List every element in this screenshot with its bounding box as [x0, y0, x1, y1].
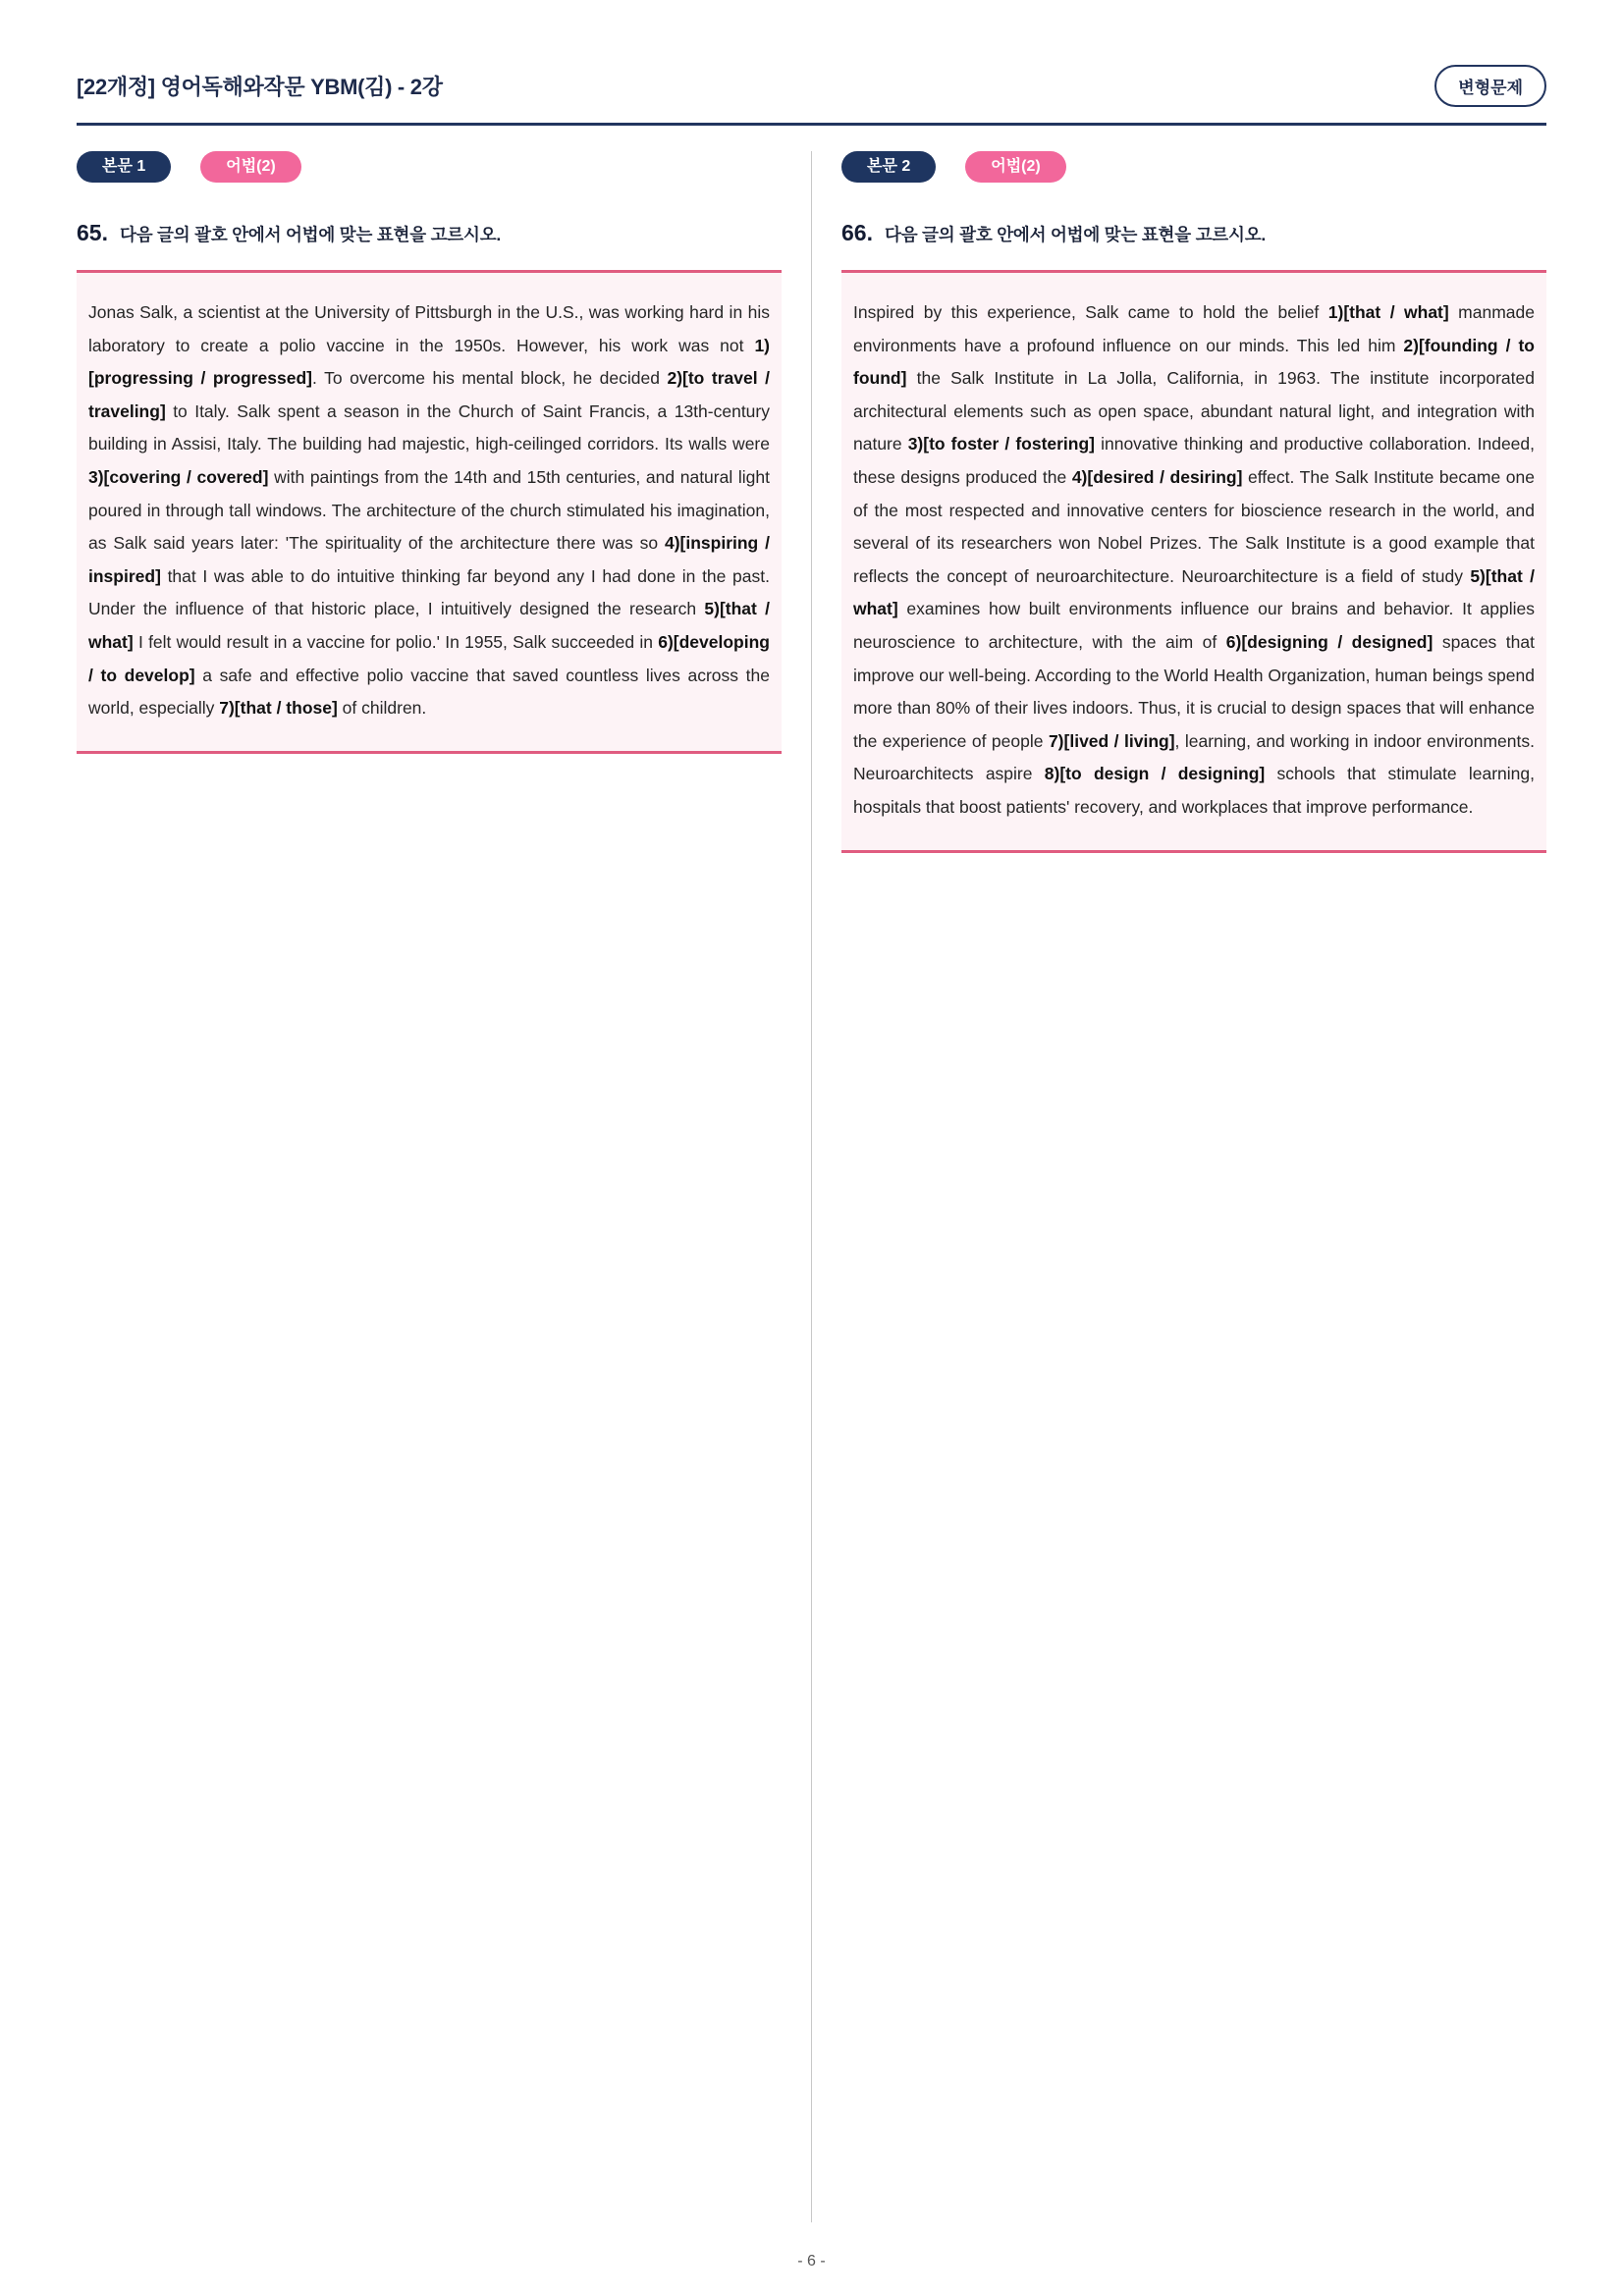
- question-heading-1: [77, 220, 782, 246]
- modified-problem-badge: 변형문제: [1434, 65, 1546, 107]
- badge-row-2: [841, 151, 1546, 183]
- page-title: [22개정] 영어독해와작문 YBM(김) - 2강: [77, 75, 443, 99]
- content-columns: [77, 151, 1546, 2222]
- question-number-1: 65.: [77, 220, 108, 245]
- page-number: - 6 -: [797, 2253, 826, 2269]
- question-text-2: 다음 글의 괄호 안에서 어법에 맞는 표현을 고르시오.: [884, 225, 1267, 244]
- question-heading-2: [841, 220, 1546, 246]
- passage-text-2: Inspired by this experience, Salk came to hold the belief 1)[that / what] manmade environments have a profound influence on our minds. This led him 2)[founding / to found] the Salk Institute in La Jolla, California, in 1963. The institute incorporated architectural elements such as open space, abundant natural light, and integration with nature 3)[to foster / fostering] innovative thinking and productive collaboration. Indeed, these designs produced the 4)[desired / desiring] effect. The Salk Institute became one of the most respected and innovative centers for bioscience research in the world, and several of its researchers won Nobel Prizes. The Salk Institute is a good example that reflects the concept of neuroarchitecture. Neuroarchitecture is a field of study 5)[that / what] examines how built environments influence our brains and behavior. It applies neuroscience to architecture, with the aim of 6)[designing / designed] spaces that improve our well-being. According to the World Health Organization, human beings spend more than 80% of their lives indoors. Thus, it is crucial to design spaces that will enhance the experience of people 7)[lived / living], learning, and working in indoor environments. Neuroarchitects aspire 8)[to design / designing] schools that stimulate learning, hospitals that boost patients' recovery, and workplaces that improve performance.: [841, 270, 1546, 853]
- section-badge-1: 본문 1: [77, 151, 171, 183]
- question-column-2: [812, 151, 1546, 2222]
- section-badge-2: 본문 2: [841, 151, 936, 183]
- grammar-type-badge-2: 어법(2): [965, 151, 1065, 183]
- grammar-type-badge-1: 어법(2): [200, 151, 300, 183]
- badge-row-1: [77, 151, 782, 183]
- passage-text-1: Jonas Salk, a scientist at the University of Pittsburgh in the U.S., was working hard in his laboratory to create a polio vaccine in the 1950s. However, his work was not 1)[progressing / progressed]. To overcome his mental block, he decided 2)[to travel / traveling] to Italy. Salk spent a season in the Church of Saint Francis, a 13th-century building in Assisi, Italy. The building had majestic, high-ceilinged corridors. Its walls were 3)[covering / covered] with paintings from the 14th and 15th centuries, and natural light poured in through tall windows. The architecture of the church stimulated his imagination, as Salk said years later: 'The spirituality of the architecture there was so 4)[inspiring / inspired] that I was able to do intuitive thinking far beyond any I had done in the past. Under the influence of that historic place, I intuitively designed the research 5)[that / what] I felt would result in a vaccine for polio.' In 1955, Salk succeeded in 6)[developing / to develop] a safe and effective polio vaccine that saved countless lives across the world, especially 7)[that / those] of children.: [77, 270, 782, 754]
- page-header: [77, 65, 1546, 126]
- question-number-2: 66.: [841, 220, 873, 245]
- question-column-1: [77, 151, 811, 2222]
- question-text-1: 다음 글의 괄호 안에서 어법에 맞는 표현을 고르시오.: [119, 225, 502, 244]
